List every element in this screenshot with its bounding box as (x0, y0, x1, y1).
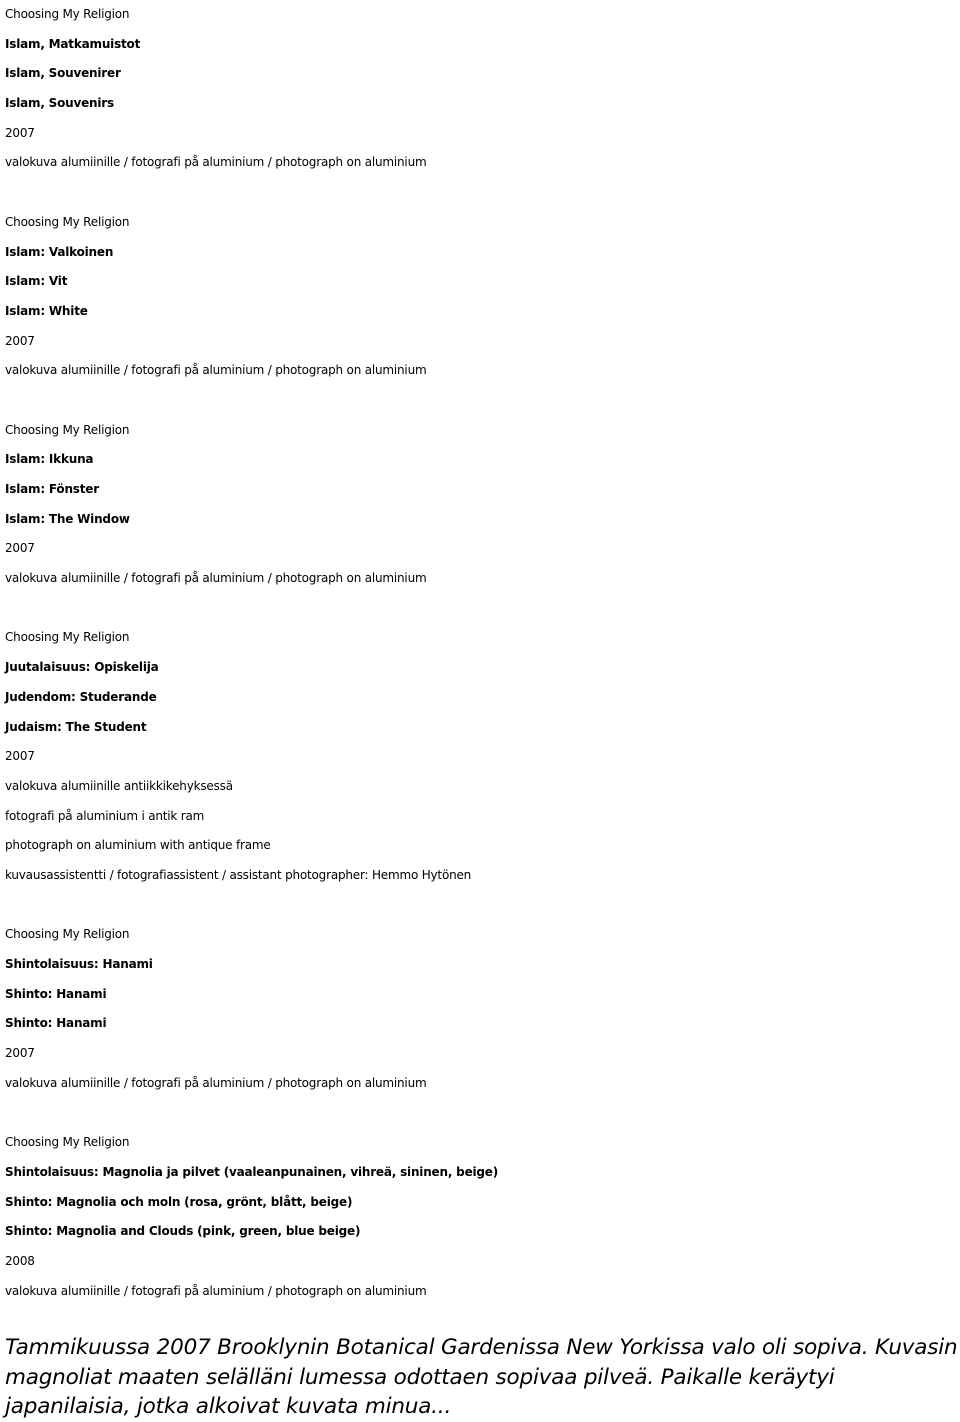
artwork-medium: valokuva alumiinille / fotografi på aluminium / photograph on aluminium (5, 363, 427, 378)
artwork-title-en: Islam: The Window (5, 511, 130, 526)
artwork-title-sv: Islam: Vit (5, 274, 68, 289)
artwork-entry (5, 623, 960, 890)
artwork-entry (5, 416, 960, 594)
artwork-title-fi: Shintolaisuus: Hanami (5, 957, 153, 971)
series-name: Choosing My Religion (5, 422, 130, 437)
artwork-year: 2007 (5, 333, 35, 348)
artwork-entry (5, 0, 960, 178)
artwork-title-sv: Shinto: Magnolia och moln (rosa, grönt, blått, beige) (5, 1194, 353, 1209)
series-name: Choosing My Religion (5, 7, 130, 21)
artwork-year: 2007 (5, 541, 35, 556)
artist-note: Tammikuussa 2007 Brooklynin Botanical Gardenissa New Yorkissa valo oli sopiva. Kuvasin magnoliat maaten selälläni lumessa odottaen sopivaa pilveä. Paikalle keräytyi japanilaisia, jotka alkoivat kuvata minua... (5, 1334, 958, 1420)
artwork-title-sv: Judendom: Studerande (5, 689, 157, 704)
artwork-title-fi: Islam, Matkamuistot (5, 36, 141, 51)
artwork-title-sv: Islam, Souvenirer (5, 66, 121, 81)
artwork-year: 2007 (5, 1046, 35, 1061)
artwork-credit: kuvausassistentti / fotografiassistent / assistant photographer: Hemmo Hytönen (5, 867, 472, 882)
artwork-entry (5, 208, 960, 386)
artwork-year: 2007 (5, 749, 35, 764)
series-name: Choosing My Religion (5, 1135, 130, 1150)
artwork-title-en: Islam: White (5, 303, 88, 318)
artwork-year: 2008 (5, 1253, 35, 1268)
artwork-title-en: Shinto: Hanami (5, 1016, 107, 1031)
artwork-title-fi: Islam: Valkoinen (5, 244, 114, 259)
artwork-title-fi: Islam: Ikkuna (5, 452, 94, 467)
series-name: Choosing My Religion (5, 214, 130, 229)
artwork-entry (5, 920, 960, 1098)
artwork-medium: valokuva alumiinille / fotografi på aluminium / photograph on aluminium (5, 571, 427, 586)
series-name: Choosing My Religion (5, 630, 130, 645)
artwork-list (5, 0, 960, 1422)
artwork-medium: valokuva alumiinille / fotografi på aluminium / photograph on aluminium (5, 155, 427, 170)
artwork-title-sv: Islam: Fönster (5, 482, 99, 496)
series-name: Choosing My Religion (5, 927, 130, 942)
artwork-title-fi: Shintolaisuus: Magnolia ja pilvet (vaaleanpunainen, vihreä, sininen, beige) (5, 1164, 499, 1179)
artwork-title-en: Shinto: Magnolia and Clouds (pink, green, blue beige) (5, 1224, 361, 1239)
artwork-title-en: Judaism: The Student (5, 719, 147, 734)
artwork-title-sv: Shinto: Hanami (5, 986, 107, 1001)
artwork-medium: valokuva alumiinille / fotografi på aluminium / photograph on aluminium (5, 1075, 427, 1090)
artwork-medium-en: photograph on aluminium with antique frame (5, 838, 271, 853)
artwork-year: 2007 (5, 125, 35, 140)
artwork-medium: valokuva alumiinille / fotografi på aluminium / photograph on aluminium (5, 1283, 427, 1298)
artwork-medium-fi: valokuva alumiinille antiikkikehyksessä (5, 778, 233, 793)
artwork-title-fi: Juutalaisuus: Opiskelija (5, 660, 159, 675)
artwork-entry (5, 1128, 960, 1306)
artwork-medium-sv: fotografi på aluminium i antik ram (5, 808, 205, 823)
artwork-title-en: Islam, Souvenirs (5, 96, 114, 111)
